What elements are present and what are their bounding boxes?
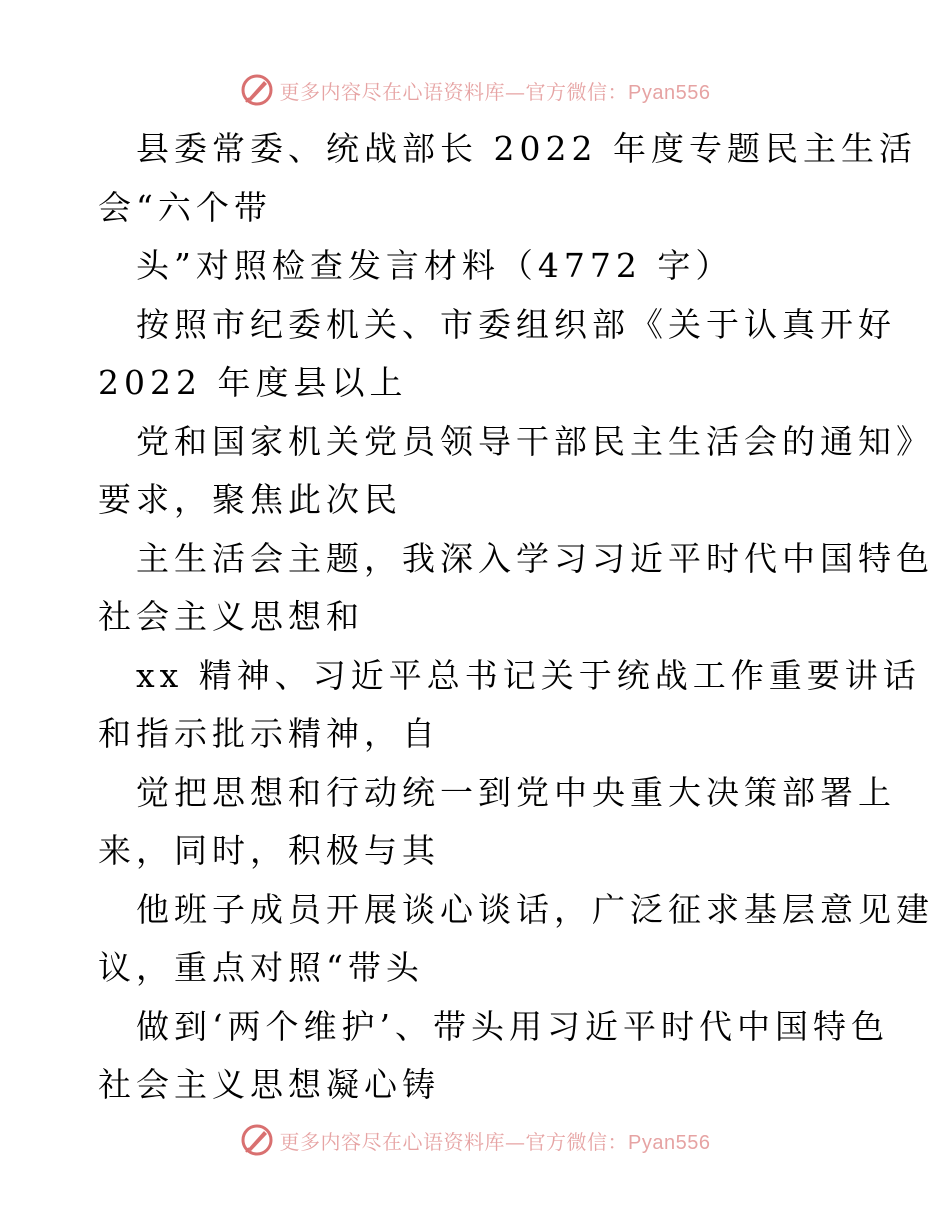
text-line: 社会主义思想凝心铸 xyxy=(98,1065,440,1104)
watermark-text: 更多内容尽在心语资料库—官方微信：Pyan556 xyxy=(279,79,711,104)
header-watermark xyxy=(0,70,950,110)
text-line: 来，同时，积极与其 xyxy=(98,831,440,870)
text-line: xx 精神、习近平总书记关于统战工作重要讲话 xyxy=(136,655,921,695)
text-line: 2022 年度县以上 xyxy=(98,363,408,402)
text-line: 做到‘两个维护’、带头用习近平时代中国特色 xyxy=(136,1006,889,1046)
text-line: 他班子成员开展谈心谈话，广泛征求基层意见建 xyxy=(136,889,934,929)
red-quill-seal-icon xyxy=(240,1123,274,1157)
text-line: 党和国家机关党员领导干部民主生活会的通知》 xyxy=(136,421,934,461)
text-line: 觉把思想和行动统一到党中央重大决策部署上 xyxy=(136,772,896,812)
text-line: 社会主义思想和 xyxy=(98,597,364,636)
text-line: 主生活会主题，我深入学习习近平时代中国特色 xyxy=(136,538,934,578)
red-quill-seal-icon xyxy=(240,73,274,107)
text-line: 要求，聚焦此次民 xyxy=(98,480,402,519)
text-line: 会“六个带 xyxy=(98,187,272,227)
footer-watermark xyxy=(0,1120,950,1160)
text-line: 按照市纪委机关、市委组织部《关于认真开好 xyxy=(136,304,896,344)
text-line: 头”对照检查发言材料（4772 字） xyxy=(136,246,734,285)
document-body xyxy=(0,120,950,1115)
text-line: 议，重点对照“带头 xyxy=(98,948,424,987)
text-line: 和指示批示精神，自 xyxy=(98,714,440,753)
watermark-text: 更多内容尽在心语资料库—官方微信：Pyan556 xyxy=(279,1129,711,1154)
text-line: 县委常委、统战部长 2022 年度专题民主生活 xyxy=(136,129,917,168)
